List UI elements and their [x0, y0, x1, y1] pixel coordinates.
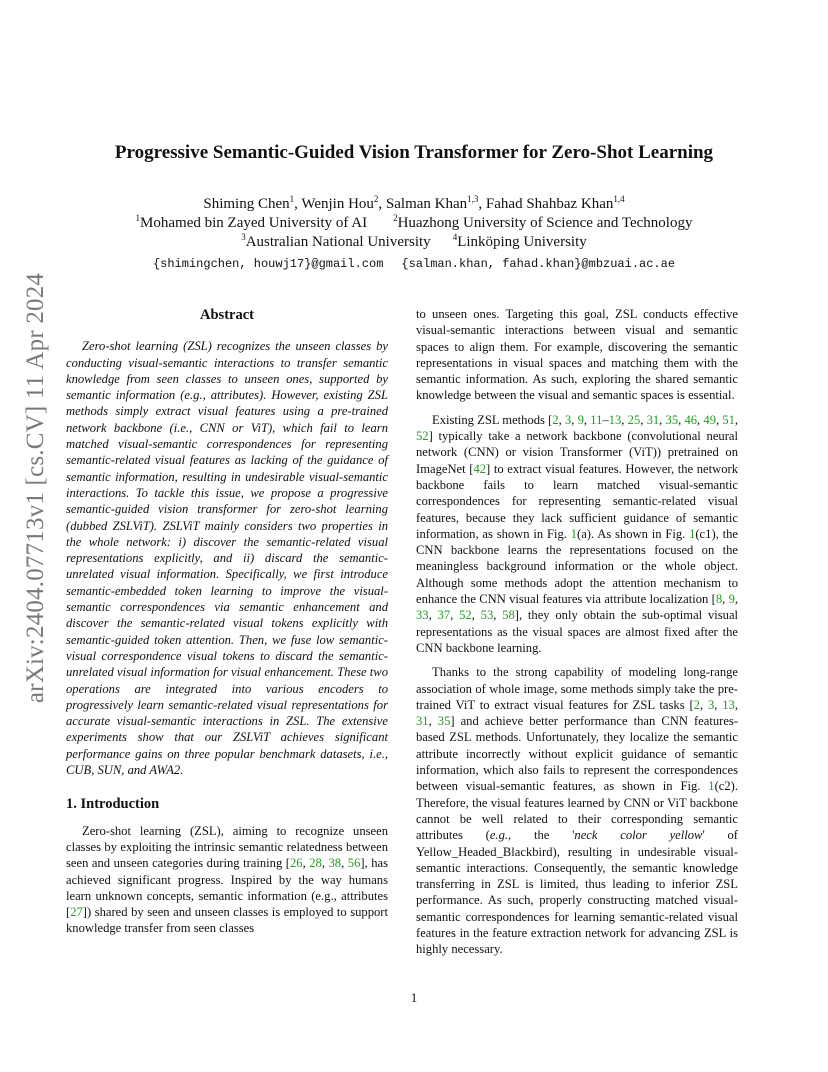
citation-link[interactable]: 8 [715, 592, 723, 607]
email: {salman.khan, fahad.khan}@mbzuai.ac.ae [401, 257, 676, 271]
email: {shimingchen, houwj17}@gmail.com [152, 257, 384, 271]
citation-link[interactable]: 26 [289, 856, 303, 871]
paper-title: Progressive Semantic-Guided Vision Transformer for Zero-Shot Learning [114, 142, 714, 163]
citation-link[interactable]: 53 [480, 608, 494, 623]
affiliations-line-2 [0, 233, 828, 252]
affiliation-sup: 1 [135, 213, 141, 223]
author-sup: 2 [373, 194, 379, 204]
author-names: Shiming Chen$^1$, Wenjin Hou$^2$, Salman Khan$^{1,3}$, Fahad Shahbaz Khan$^{1,4}$ [203, 194, 625, 212]
citation-link[interactable]: 51 [722, 412, 735, 427]
author-emails [0, 255, 828, 274]
citation-link[interactable]: 52 [416, 429, 429, 444]
citation-link[interactable]: 25 [627, 412, 641, 427]
citation-link[interactable]: 2 [693, 697, 700, 712]
citation-link[interactable]: 3 [707, 697, 715, 712]
citation-link[interactable]: 27 [70, 905, 83, 920]
citation-link[interactable]: 13 [608, 412, 622, 427]
affiliation: Mohamed bin Zayed University of AI [140, 215, 368, 231]
citation-link[interactable]: 2 [552, 412, 559, 427]
author-sup: 1,3 [467, 194, 479, 204]
citation-link[interactable]: 56 [347, 856, 361, 871]
affiliation: Huazhong University of Science and Technology [397, 215, 693, 231]
abstract-heading: Abstract [200, 307, 254, 323]
author-name: Wenjin Hou [301, 196, 374, 212]
emphasis-text: e.g. [489, 828, 509, 843]
citation-link[interactable]: 33 [416, 608, 429, 623]
citation-link[interactable]: 58 [502, 608, 515, 623]
citation-link[interactable]: 35 [437, 714, 451, 729]
author-name: Salman Khan [385, 196, 468, 212]
citation-link[interactable]: 49 [703, 412, 716, 427]
citation-link[interactable]: 9 [728, 592, 735, 607]
author-name: Shiming Chen [203, 196, 290, 212]
intro-paragraph-1-continued: to unseen ones. Targeting this goal, ZSL conducts effective visual-semantic interactions between visual and semantic spaces to align them. For example, discovering the semantic representations in visual spaces and matching them with the semantic information. As such, exploring the shared semantic knowledge between the visual and semantic spaces is essential. [416, 307, 738, 403]
left-column [66, 305, 388, 945]
citation-link[interactable]: 1 [708, 779, 715, 794]
citation-link[interactable]: 28 [309, 856, 322, 871]
right-column [416, 306, 738, 966]
citation-link[interactable]: 35 [665, 412, 679, 427]
affiliation: Linköping University [457, 234, 587, 250]
affiliation-sup: 2 [393, 213, 398, 223]
citation-link[interactable]: 42 [473, 461, 487, 476]
citation-link[interactable]: 1 [689, 526, 696, 541]
citation-link[interactable]: 3 [564, 412, 572, 427]
abstract-text: Zero-shot learning (ZSL) recognizes the unseen classes by conducting visual-semantic interactions to transfer semantic knowledge from seen classes to unseen ones, supported by semantic information (e.g., attributes). However, existing ZSL methods simply extract visual features using a pre-trained network backbone (i.e., CNN or ViT), which fail to learn matched visual-semantic correspondences for representing semantic-related visual features as lacking of the guidance of semantic information, resulting in undesirable visual-semantic interactions. To tackle this issue, we propose a progressive semantic-guided vision transformer for zero-shot learning (dubbed ZSLViT). ZSLViT mainly considers two properties in the whole network: i) discover the semantic-related visual representations explicitly, and ii) discard the semantic-unrelated visual information. Specifically, we first introduce semantic-embedded token learning to improve the visual-semantic correspondences via semantic enhancement and discover the semantic-related visual tokens explicitly with semantic-guided token attention. Then, we fuse low semantic-visual correspondence visual tokens to discard the semantic-unrelated visual information for visual enhancement. These two operations are integrated into various encoders to progressively learn semantic-related visual representations for accurate visual-semantic interactions in ZSL. The extensive experiments show that our ZSLViT achieves significant performance gains on three popular benchmark datasets, i.e., CUB, SUN, and AWA2. [66, 339, 388, 778]
affiliation-sup: 3 [241, 232, 246, 242]
citation-link[interactable]: 9 [577, 412, 584, 427]
citation-link[interactable]: 38 [328, 856, 342, 871]
page-number: 1 [410, 990, 418, 1005]
affiliations-line-1 [0, 214, 828, 233]
intro-paragraph-3: Thanks to the strong capability of modeling long-range association of whole image, some methods simply take the pre-trained ViT to extract visual features for ZSL tasks [2, 3, 13, 31, 35] and achieve better performance than CNN features-based ZSL methods. Unfortunately, they localize the semantic attribute incorrectly without explicit guidance of semantic information, which also fails to represent the correspondences between visual-semantic features, as shown in Fig. 1(c2). Therefore, the visual features learned by CNN or ViT backbone cannot be well related to their corresponding semantic attributes (e.g., the 'neck color yellow' of Yellow_Headed_Blackbird), resulting in undesirable visual-semantic interactions. Consequently, the semantic knowledge transferring in ZSL is limited, thus leading to inferior ZSL performance. As such, properly constructing matched visual-semantic correspondences for learning semantic-related visual features in the feature extraction network for advancing ZSL is highly necessary. [416, 665, 739, 957]
emphasis-text: neck color yellow [574, 828, 703, 843]
introduction-heading: 1. Introduction [66, 796, 160, 813]
affiliation: Australian National University [245, 234, 431, 250]
author-sup: 1 [289, 194, 295, 204]
citation-link[interactable]: 31 [646, 412, 660, 427]
citation-link[interactable]: 1 [570, 526, 578, 541]
citation-link[interactable]: 46 [684, 412, 698, 427]
citation-link[interactable]: 11 [590, 412, 603, 427]
citation-link[interactable]: 13 [722, 697, 735, 712]
author-sup: 1,4 [613, 194, 625, 204]
affiliation-sup: 4 [452, 232, 458, 242]
arxiv-id-text: arXiv:2404.07713v1 [cs.CV] 11 Apr 2024 [22, 272, 49, 703]
intro-paragraph-1: Zero-shot learning (ZSL), aiming to recognize unseen classes by exploiting the intrinsic semantic relatedness between seen and unseen categories during training [26, 28, 38, 56], has achieved significant progress. Inspired by the way humans learn unknown concepts, semantic information (e.g., attributes [27]) shared by seen and unseen classes is employed to support knowledge transfer from seen classes [66, 823, 389, 936]
citation-link[interactable]: 31 [416, 714, 429, 729]
intro-paragraph-2: Existing ZSL methods [2, 3, 9, 11–13, 25, 31, 35, 46, 49, 51, 52] typically take a network backbone (convolutional neural network (CNN) or vision Transformer (ViT)) pretrained on ImageNet [42] to extract visual features. However, the network backbone fails to learn matched visual-semantic correspondences for representing semantic-related visual features, because they lack sufficient guidance of semantic information, as shown in Fig. 1(a). As shown in Fig. 1(c1), the CNN backbone learns the representations focused on the meaningless background information or the whole object. Although some methods adopt the attention mechanism to enhance the CNN visual features via attribute localization [8, 9, 33, 37, 52, 53, 58], they only obtain the sub-optimal visual representations as the visual spaces are almost fixed after the CNN backbone learning. [416, 412, 739, 655]
arxiv-identifier [21, 272, 51, 703]
citation-link[interactable]: 37 [437, 608, 451, 623]
citation-link[interactable]: 52 [459, 608, 472, 623]
author-name: Fahad Shahbaz Khan [485, 196, 614, 212]
author-block [0, 195, 828, 274]
